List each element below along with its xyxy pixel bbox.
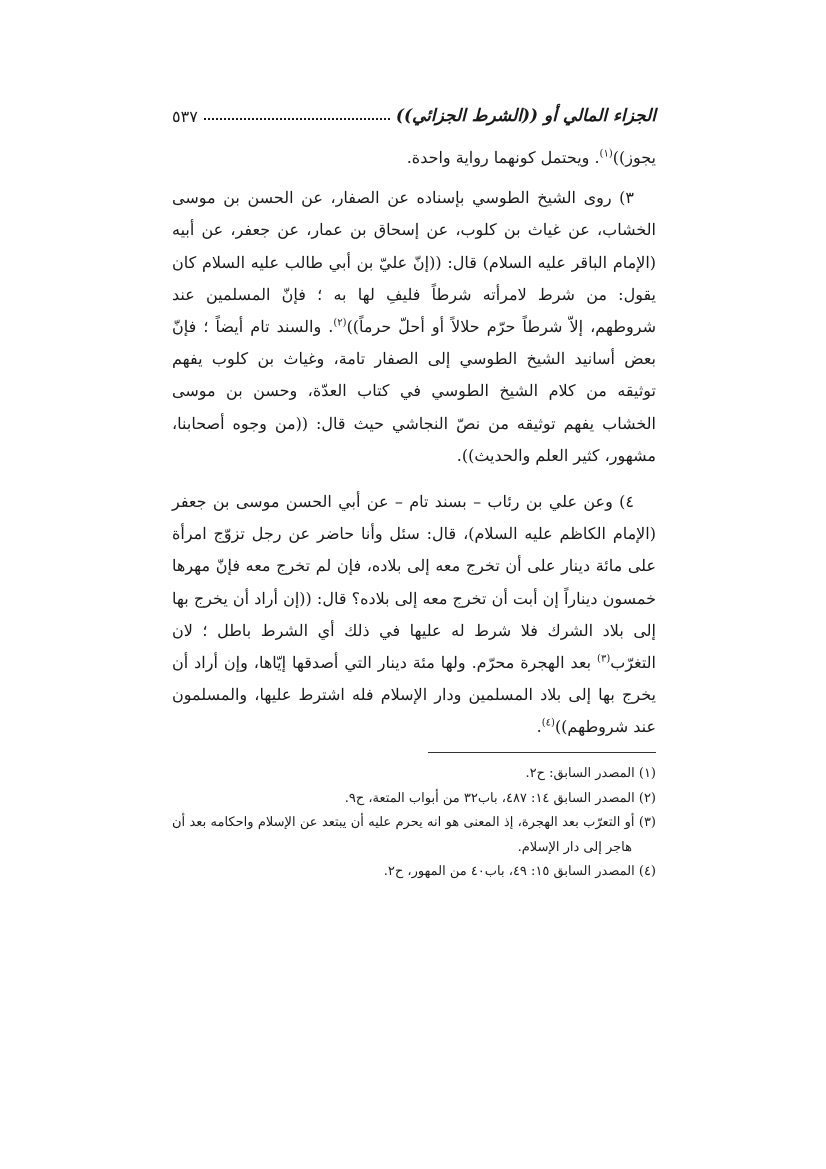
text-run: . <box>536 717 542 737</box>
page-number: ٥٣٧ <box>172 107 198 126</box>
footnote-ref-1: (١) <box>599 148 613 160</box>
header-dotted-leader <box>204 117 390 120</box>
footnote-2: (٢) المصدر السابق ١٤: ٤٨٧، باب٣٢ من أبواب المتعة، ح٩. <box>344 790 656 806</box>
running-header <box>172 92 656 126</box>
footnote-1: (١) المصدر السابق: ح٢. <box>525 766 656 781</box>
paragraph-continuation <box>172 142 656 174</box>
paragraph-3 <box>172 182 656 472</box>
footnote-ref-3: (٣) <box>597 653 611 665</box>
footnote-3: (٣) أو التعرّب بعد الهجرة، إذ المعنى هو انه يحرم عليه أن يبتعد عن الإسلام واحكامه بعد أن هاجر إلى دار الإسلام. <box>172 815 656 855</box>
text-run: بعد الهجرة محرّم. ولها مئة دينار التي أصدقها إيّاها، وإن أراد أن يخرج بها إلى بلاد المسلمين ودار الإسلام فله اشترط عليها، والمسلمون عند شروطهم)) <box>172 653 656 737</box>
text-run: . والسند تام أيضاً ؛ فإنّ بعض أسانيد الشيخ الطوسي إلى الصفار تامة، وغياث بن كلوب يفهم توثيقه من كلام الشيخ الطوسي في كتاب العدّة، وحسن بن موسى الخشاب يفهم توثيقه من نصّ النجاشي حيث قال: ((من وجوه أصحابنا، مشهور، كثير العلم والحديث)). <box>172 317 656 465</box>
text-run: يجوز)) <box>612 148 656 167</box>
main-text <box>172 142 656 744</box>
text-run: ٣) روى الشيخ الطوسي بإسناده عن الصفار، عن الحسن بن موسى الخشاب، عن غياث بن كلوب، عن إسحاق بن عمار، عن جعفر، عن أبيه (الإمام الباقر عليه السلام) قال: ((إنّ عليّ بن أبي طالب عليه السلام كان يقول: من شرط لامرأته شرطاً فليفِ لها به ؛ فإنّ المسلمين عند شروطهم، إلاّ شرطاً حرّم حلالاً أو أحلّ حرماً)) <box>172 188 657 337</box>
text-run: ٤) وعن علي بن رئاب – بسند تام – عن أبي الحسن موسى بن جعفر (الإمام الكاظم عليه السلام)، قال: سئل وأنا حاضر عن رجل تزوّج امرأة على مائة دينار على أن تخرج معه إلى بلاده، فإن لم تخرج معه فإنّ مهرها خمسون ديناراً إن أبت أن تخرج معه إلى بلاده؟ قال: ((إن أراد أن يخرج بها إلى بلاد الشرك فلا شرط له عليها في ذلك أي الشرط باطل ؛ لان التغرّب <box>172 492 656 673</box>
footnote-4: (٤) المصدر السابق ١٥: ٤٩، باب٤٠ من المهور، ح٢. <box>383 864 656 879</box>
paragraph-4 <box>172 486 656 744</box>
text-run: . ويحتمل كونهما رواية واحدة. <box>406 148 600 167</box>
footnote-separator <box>428 752 656 753</box>
footnotes <box>172 762 656 885</box>
footnote-ref-2: (٢) <box>333 317 347 329</box>
footnote-ref-4: (٤) <box>541 718 555 730</box>
running-header-title: الجزاء المالي أو ((الشرط الجزائي)) <box>395 106 656 126</box>
